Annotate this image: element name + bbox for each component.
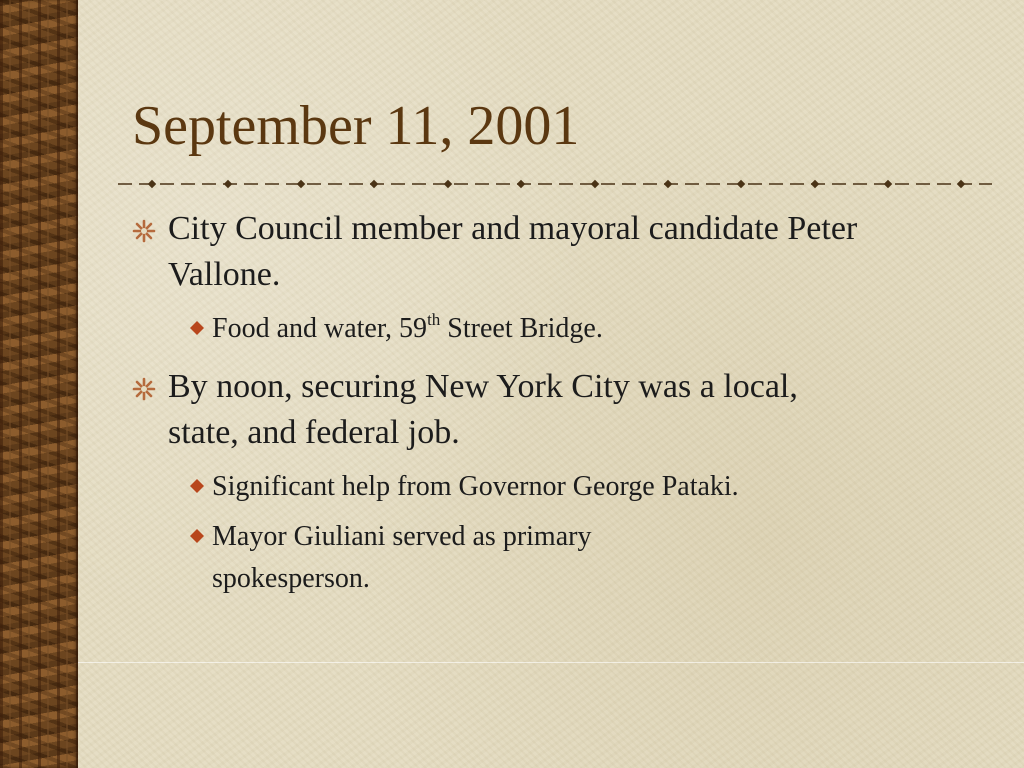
title-divider — [118, 178, 992, 190]
sub-bullet-item — [190, 308, 868, 350]
asterisk-star-icon — [132, 377, 156, 401]
diamond-bullet-icon — [190, 529, 204, 543]
diamond-bullet-icon — [190, 321, 204, 335]
bullet-item — [128, 206, 868, 298]
sub-bullet-text: Mayor Giuliani served as primary spokesperson. — [212, 521, 592, 594]
sub-bullet-text: Food and water, 59th Street Bridge. — [212, 309, 603, 344]
sub-bullet-item — [190, 466, 868, 508]
bullet-text: City Council member and mayoral candidate Peter Vallone. — [168, 210, 858, 293]
bullet-item — [128, 364, 868, 456]
sub-bullet-item — [190, 516, 682, 600]
sub-bullet-text: Significant help from Governor George Pataki. — [212, 471, 739, 502]
slide-title: September 11, 2001 — [132, 95, 580, 157]
left-texture-strip — [0, 0, 78, 768]
slide-body — [128, 206, 868, 614]
footer-divider — [78, 662, 1024, 663]
diamond-bullet-icon — [190, 479, 204, 493]
bullet-text: By noon, securing New York City was a local, state, and federal job. — [168, 368, 798, 451]
asterisk-star-icon — [132, 219, 156, 243]
